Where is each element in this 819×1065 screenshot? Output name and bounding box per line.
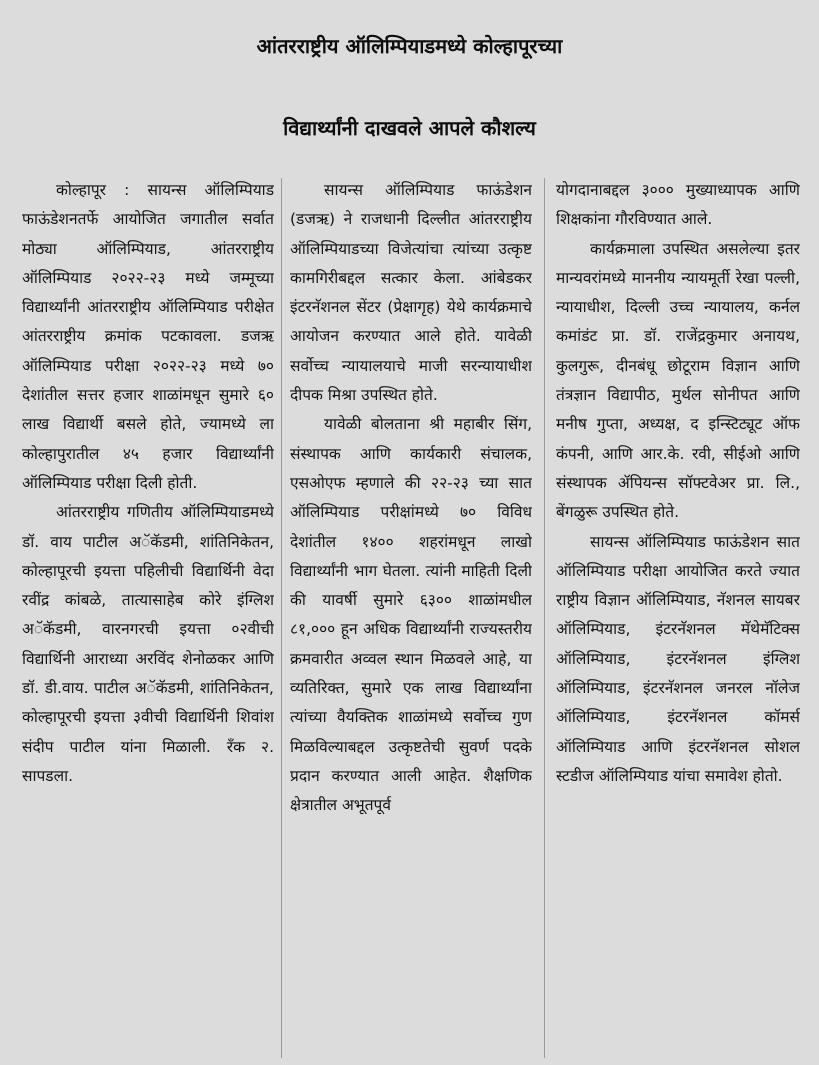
article-paragraph: सायन्स ऑलिम्पियाड फाऊंडेशन (डजऋ) ने राजधानी दिल्लीत आंतरराष्ट्रीय ऑलिम्पियाडच्या विजेत्यांचा त्यांच्या उत्कृष्ट कामगिरीबद्दल सत्कार केला. आंबेडकर इंटरनॅशनल सेंटर (प्रेक्षागृह) येथे कार्यक्रमाचे आयोजन करण्यात आले होते. यावेळी सर्वोच्च न्यायालयाचे माजी सरन्यायाधीश दीपक मिश्रा उपस्थित होते. (290, 181, 532, 405)
article-paragraph: आंतरराष्ट्रीय गणितीय ऑलिम्पियाडमध्ये डॉ. वाय पाटील अॅकॅडमी, शांतिनिकेतन, कोल्हापूरची इयत्ता पहिलीची विद्यार्थिनी वेदा रवींद्र कांबळे, तात्यासाहेब कोरे इंग्लिश अॅकॅडमी, वारनगरची इयत्ता ०२वीची विद्यार्थिनी आराध्या अरविंद शेनोळकर आणि डॉ. डी.वाय. पाटील अॅकॅडमी, शांतिनिकेतन, कोल्हापूरची इयत्ता ३वीची विद्यार्थिनी शिवांश संदीप पाटील यांना मिळाली. रँक २. सापडला. (22, 503, 274, 785)
article-column-2 (290, 176, 532, 1061)
article-paragraph: कोल्हापूर : सायन्स ऑलिम्पियाड फाऊंडेशनतर्फे आयोजित जगातील सर्वात मोठ्या ऑलिम्पियाड, आंतरराष्ट्रीय ऑलिम्पियाड २०२२-२३ मध्ये जम्मूच्या विद्यार्थ्यांनी आंतरराष्ट्रीय ऑलिम्पियाड परीक्षेत आंतरराष्ट्रीय क्रमांक पटकावला. डजऋ ऑलिम्पियाड परीक्षा २०२२-२३ मध्ये ७० देशांतील सत्तर हजार शाळांमधून सुमारे ६० लाख विद्यार्थी बसले होते, ज्यामध्ये ला कोल्हापुरातील ४५ हजार विद्यार्थ्यांनी ऑलिम्पियाड परीक्षा दिली होती. (22, 181, 274, 492)
column-divider (281, 178, 282, 1058)
article-column-1 (22, 176, 274, 1061)
column-divider (544, 178, 545, 1058)
headline-line-2: विद्यार्थ्यांनी दाखवले आपले कौशल्य (283, 116, 536, 140)
article-paragraph: योगदानाबद्दल ३००० मुख्याध्यापक आणि शिक्षकांना गौरविण्यात आले. (556, 181, 800, 229)
article-paragraph: यावेळी बोलताना श्री महाबीर सिंग, संस्थापक आणि कार्यकारी संचालक, एसओएफ म्हणाले की २२-२३ च्या सात ऑलिम्पियाड परीक्षांमध्ये ७० विविध देशांतील १४०० शहरांमधून लाखो विद्यार्थ्यांनी भाग घेतला. त्यांनी माहिती दिली की यावर्षी सुमारे ६३०० शाळांमधील ८१,००० हून अधिक विद्यार्थ्यांनी राज्यस्तरीय क्रमवारीत अव्वल स्थान मिळवले आहे, या व्यतिरिक्त, सुमारे एक लाख विद्यार्थ्यांना त्यांच्या वैयक्तिक शाळांमध्ये सर्वोच्च गुण मिळविल्याबद्दल उत्कृष्टतेची सुवर्ण पदके प्रदान करण्यात आली आहेत. शैक्षणिक क्षेत्रातील अभूतपूर्व (290, 415, 532, 815)
article-paragraph: सायन्स ऑलिम्पियाड फाऊंडेशन सात ऑलिम्पियाड परीक्षा आयोजित करते ज्यात राष्ट्रीय विज्ञान ऑलिम्पियाड, नॅशनल सायबर ऑलिम्पियाड, इंटरनॅशनल मॅथेमॅटिक्स ऑलिम्पियाड, इंटरनॅशनल इंग्लिश ऑलिम्पियाड, इंटरनॅशनल जनरल नॉलेज ऑलिम्पियाड, इंटरनॅशनल कॉमर्स ऑलिम्पियाड आणि इंटरनॅशनल सोशल स्टडीज ऑलिम्पियाड यांचा समावेश होतो. (556, 532, 800, 785)
article-paragraph: कार्यक्रमाला उपस्थित असलेल्या इतर मान्यवरांमध्ये माननीय न्यायमूर्ती रेखा पल्ली, न्यायाधीश, दिल्ली उच्च न्यायालय, कर्नल कमांडंट प्रा. डॉ. राजेंद्रकुमार अनायथ, कुलगुरू, दीनबंधू छोटूराम विज्ञान आणि तंत्रज्ञान विद्यापीठ, मुर्थल सोनीपत आणि मनीष गुप्ता, अध्यक्ष, द इन्स्टिट्यूट ऑफ कंपनी, आणि आर.के. रवी, सीईओ आणि संस्थापक ॲपियन्स सॉफ्टवेअर प्रा. लि., बेंगळुरू उपस्थित होते. (556, 239, 800, 522)
article-column-3 (556, 176, 800, 1061)
headline-line-1: आंतरराष्ट्रीय ऑलिम्पियाडमध्ये कोल्हापूरच्या (256, 34, 563, 58)
